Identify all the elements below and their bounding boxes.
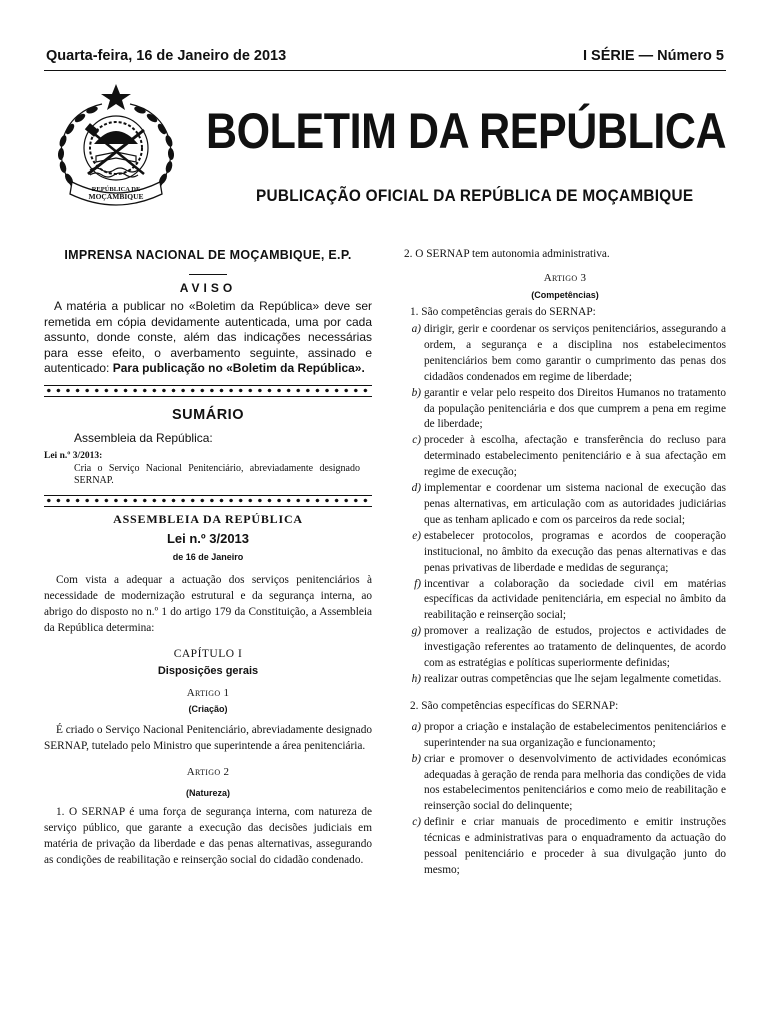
list-item-text: realizar outras competências que lhe sejam legalmente cometidas. bbox=[424, 672, 722, 685]
article-heading: Artigo 1 bbox=[186, 686, 230, 699]
list-item bbox=[404, 577, 726, 625]
list-item bbox=[404, 386, 726, 434]
list-item-text: incentivar a colaboração da sociedade civil em matérias específicas da actividade penitenciária, em especial no âmbito da reabilitação e reinserção social; bbox=[424, 577, 726, 622]
left-column bbox=[44, 244, 372, 868]
svg-text:REPÚBLICA DE: REPÚBLICA DE bbox=[91, 186, 141, 193]
notice-body: A matéria a publicar no «Boletim da República» deve ser remetida em cópia devidamente autenticada, uma por cada assunto, donde conste, além das indicações necessárias para esse efeito, o averbamento seguinte, assinado e autenticado: bbox=[44, 299, 372, 375]
chapter-heading: CAPÍTULO I bbox=[173, 647, 243, 660]
chapter-subtitle: Disposições gerais bbox=[157, 664, 259, 677]
divider bbox=[189, 274, 227, 275]
list-item-text: proceder à escolha, afectação e transferência do recluso para determinado estabelecimento penitenciário e à sua afectação em regime de execução; bbox=[424, 434, 726, 479]
national-emblem-icon bbox=[44, 82, 188, 212]
list-item bbox=[404, 720, 726, 752]
article-epigraph: (Criação) bbox=[188, 703, 228, 714]
summary-law-number: Lei n.º 3/2013: bbox=[44, 450, 103, 461]
list-item-label: d) bbox=[411, 482, 421, 495]
competence-list-general bbox=[404, 322, 726, 688]
list-item-label: b) bbox=[411, 386, 421, 399]
svg-text:MOÇAMBIQUE: MOÇAMBIQUE bbox=[88, 192, 144, 201]
list-item-text: propor a criação e instalação de estabelecimentos penitenciários e superintender na sua organização e funcionamento; bbox=[424, 720, 726, 749]
issuing-body: ASSEMBLEIA DA REPÚBLICA bbox=[113, 511, 303, 526]
notice-text bbox=[44, 299, 372, 377]
list-item-label: a) bbox=[411, 720, 421, 733]
list-item-text: implementar e coordenar um sistema nacional de execução das penas alternativas, em articulação com as autoridades judiciárias que as tenham aplicado e com os parceiros da rede social; bbox=[424, 482, 726, 526]
article-epigraph: (Competências) bbox=[531, 290, 599, 300]
list-item-label: c) bbox=[412, 434, 421, 447]
list-item-label: b) bbox=[411, 752, 421, 765]
notice-bold-instruction: Para publicação no «Boletim da República». bbox=[112, 361, 365, 375]
dotted-separator bbox=[44, 495, 372, 507]
list-item-label: a) bbox=[411, 323, 421, 335]
summary-organ: Assembleia da República: bbox=[74, 430, 213, 445]
summary-law-description: Cria o Serviço Nacional Penitenciário, abreviadamente designado SERNAP. bbox=[74, 462, 360, 486]
article-text: É criado o Serviço Nacional Penitenciário, abreviadamente designado SERNAP, tutelado pelo Ministro que superintende a área penitenciária. bbox=[44, 723, 372, 752]
list-item-label: e) bbox=[412, 529, 421, 542]
dotted-separator bbox=[44, 385, 372, 397]
masthead-subtitle: PUBLICAÇÃO OFICIAL DA REPÚBLICA DE MOÇAMBIQUE bbox=[256, 187, 694, 205]
law-title: Lei n.º 3/2013 bbox=[166, 530, 250, 546]
list-item bbox=[404, 624, 726, 672]
list-item bbox=[404, 752, 726, 816]
list-item-text: estabelecer protocolos, programas e acordos de cooperação institucional, no âmbito da execução das penas alternativas e das penas privativas de liberdade e medidas de segurança; bbox=[424, 529, 726, 574]
list-item bbox=[404, 672, 726, 688]
header-bar bbox=[44, 46, 726, 71]
list-intro: 1. São competências gerais do SERNAP: bbox=[410, 306, 596, 318]
list-item bbox=[404, 433, 726, 481]
right-column bbox=[404, 244, 726, 879]
issue-date: Quarta-feira, 16 de Janeiro de 2013 bbox=[46, 48, 287, 64]
list-item-label: c) bbox=[412, 816, 421, 829]
competence-list-specific bbox=[404, 720, 726, 879]
list-item-label: f) bbox=[414, 577, 421, 590]
list-item-text: definir e criar manuais de procedimento e emitir instruções técnicas e administrativas para o enquadramento da actuação do pessoal penitenciário e proceder à sua divulgação junto do mesmo; bbox=[424, 816, 726, 876]
publisher-name: IMPRENSA NACIONAL DE MOÇAMBIQUE, E.P. bbox=[64, 248, 352, 262]
list-item bbox=[404, 815, 726, 879]
summary-title: SUMÁRIO bbox=[172, 406, 244, 423]
article-heading: Artigo 3 bbox=[543, 272, 587, 284]
list-item bbox=[404, 529, 726, 577]
list-item-text: garantir e velar pelo respeito dos Direitos Humanos no tratamento da população penitenciária e dos que cumprem a pena em regime de liberdade; bbox=[424, 386, 726, 431]
masthead-title: BOLETIM DA REPÚBLICA bbox=[206, 103, 727, 159]
article-epigraph: (Natureza) bbox=[185, 787, 230, 798]
list-item bbox=[404, 481, 726, 529]
list-item-text: criar e promover o desenvolvimento de actividades económicas adequadas à geração de renda para melhoria das condições de vida nos estabelecimentos penitenciários e como meio de reabilitação e reinserção social do delinquente; bbox=[424, 752, 726, 813]
list-item-label: h) bbox=[411, 672, 421, 685]
article-paragraph: 2. O SERNAP tem autonomia administrativa. bbox=[404, 248, 610, 260]
list-item-text: promover a realização de estudos, projectos e actividades de investigação referentes ao tratamento de delinquentes, de acordo com as estratégias e políticas superiormente definidas; bbox=[424, 625, 726, 670]
law-date: de 16 de Janeiro bbox=[172, 551, 244, 562]
list-intro: 2. São competências específicas do SERNAP: bbox=[410, 699, 619, 712]
list-item bbox=[404, 322, 726, 386]
notice-title: AVISO bbox=[179, 281, 237, 295]
article-heading: Artigo 2 bbox=[186, 765, 230, 778]
article-text: 1. O SERNAP é uma força de segurança interna, com natureza de serviço público, que garante a execução das decisões judiciais em matéria de privação da liberdade e das penas alternativas, assegurando as condições de reabilitação e reinserção social do cidadão condenado. bbox=[44, 805, 372, 866]
issue-series-number: I SÉRIE — Número 5 bbox=[582, 48, 724, 64]
list-item-label: g) bbox=[411, 625, 421, 638]
preamble: Com vista a adequar a actuação dos serviços penitenciários à necessidade de modernização estrutural e da segurança interna, ao abrigo do disposto no n.º 1 do artigo 179 da Constituição, a Assembleia da República determina: bbox=[44, 573, 372, 634]
list-item-text: dirigir, gerir e coordenar os serviços penitenciários, assegurando a ordem, a segurança e a disciplina nos estabelecimentos penitenciários bem como garantir o cumprimento das penas dos cidadãos condenados em regime de liberdade; bbox=[424, 323, 726, 383]
